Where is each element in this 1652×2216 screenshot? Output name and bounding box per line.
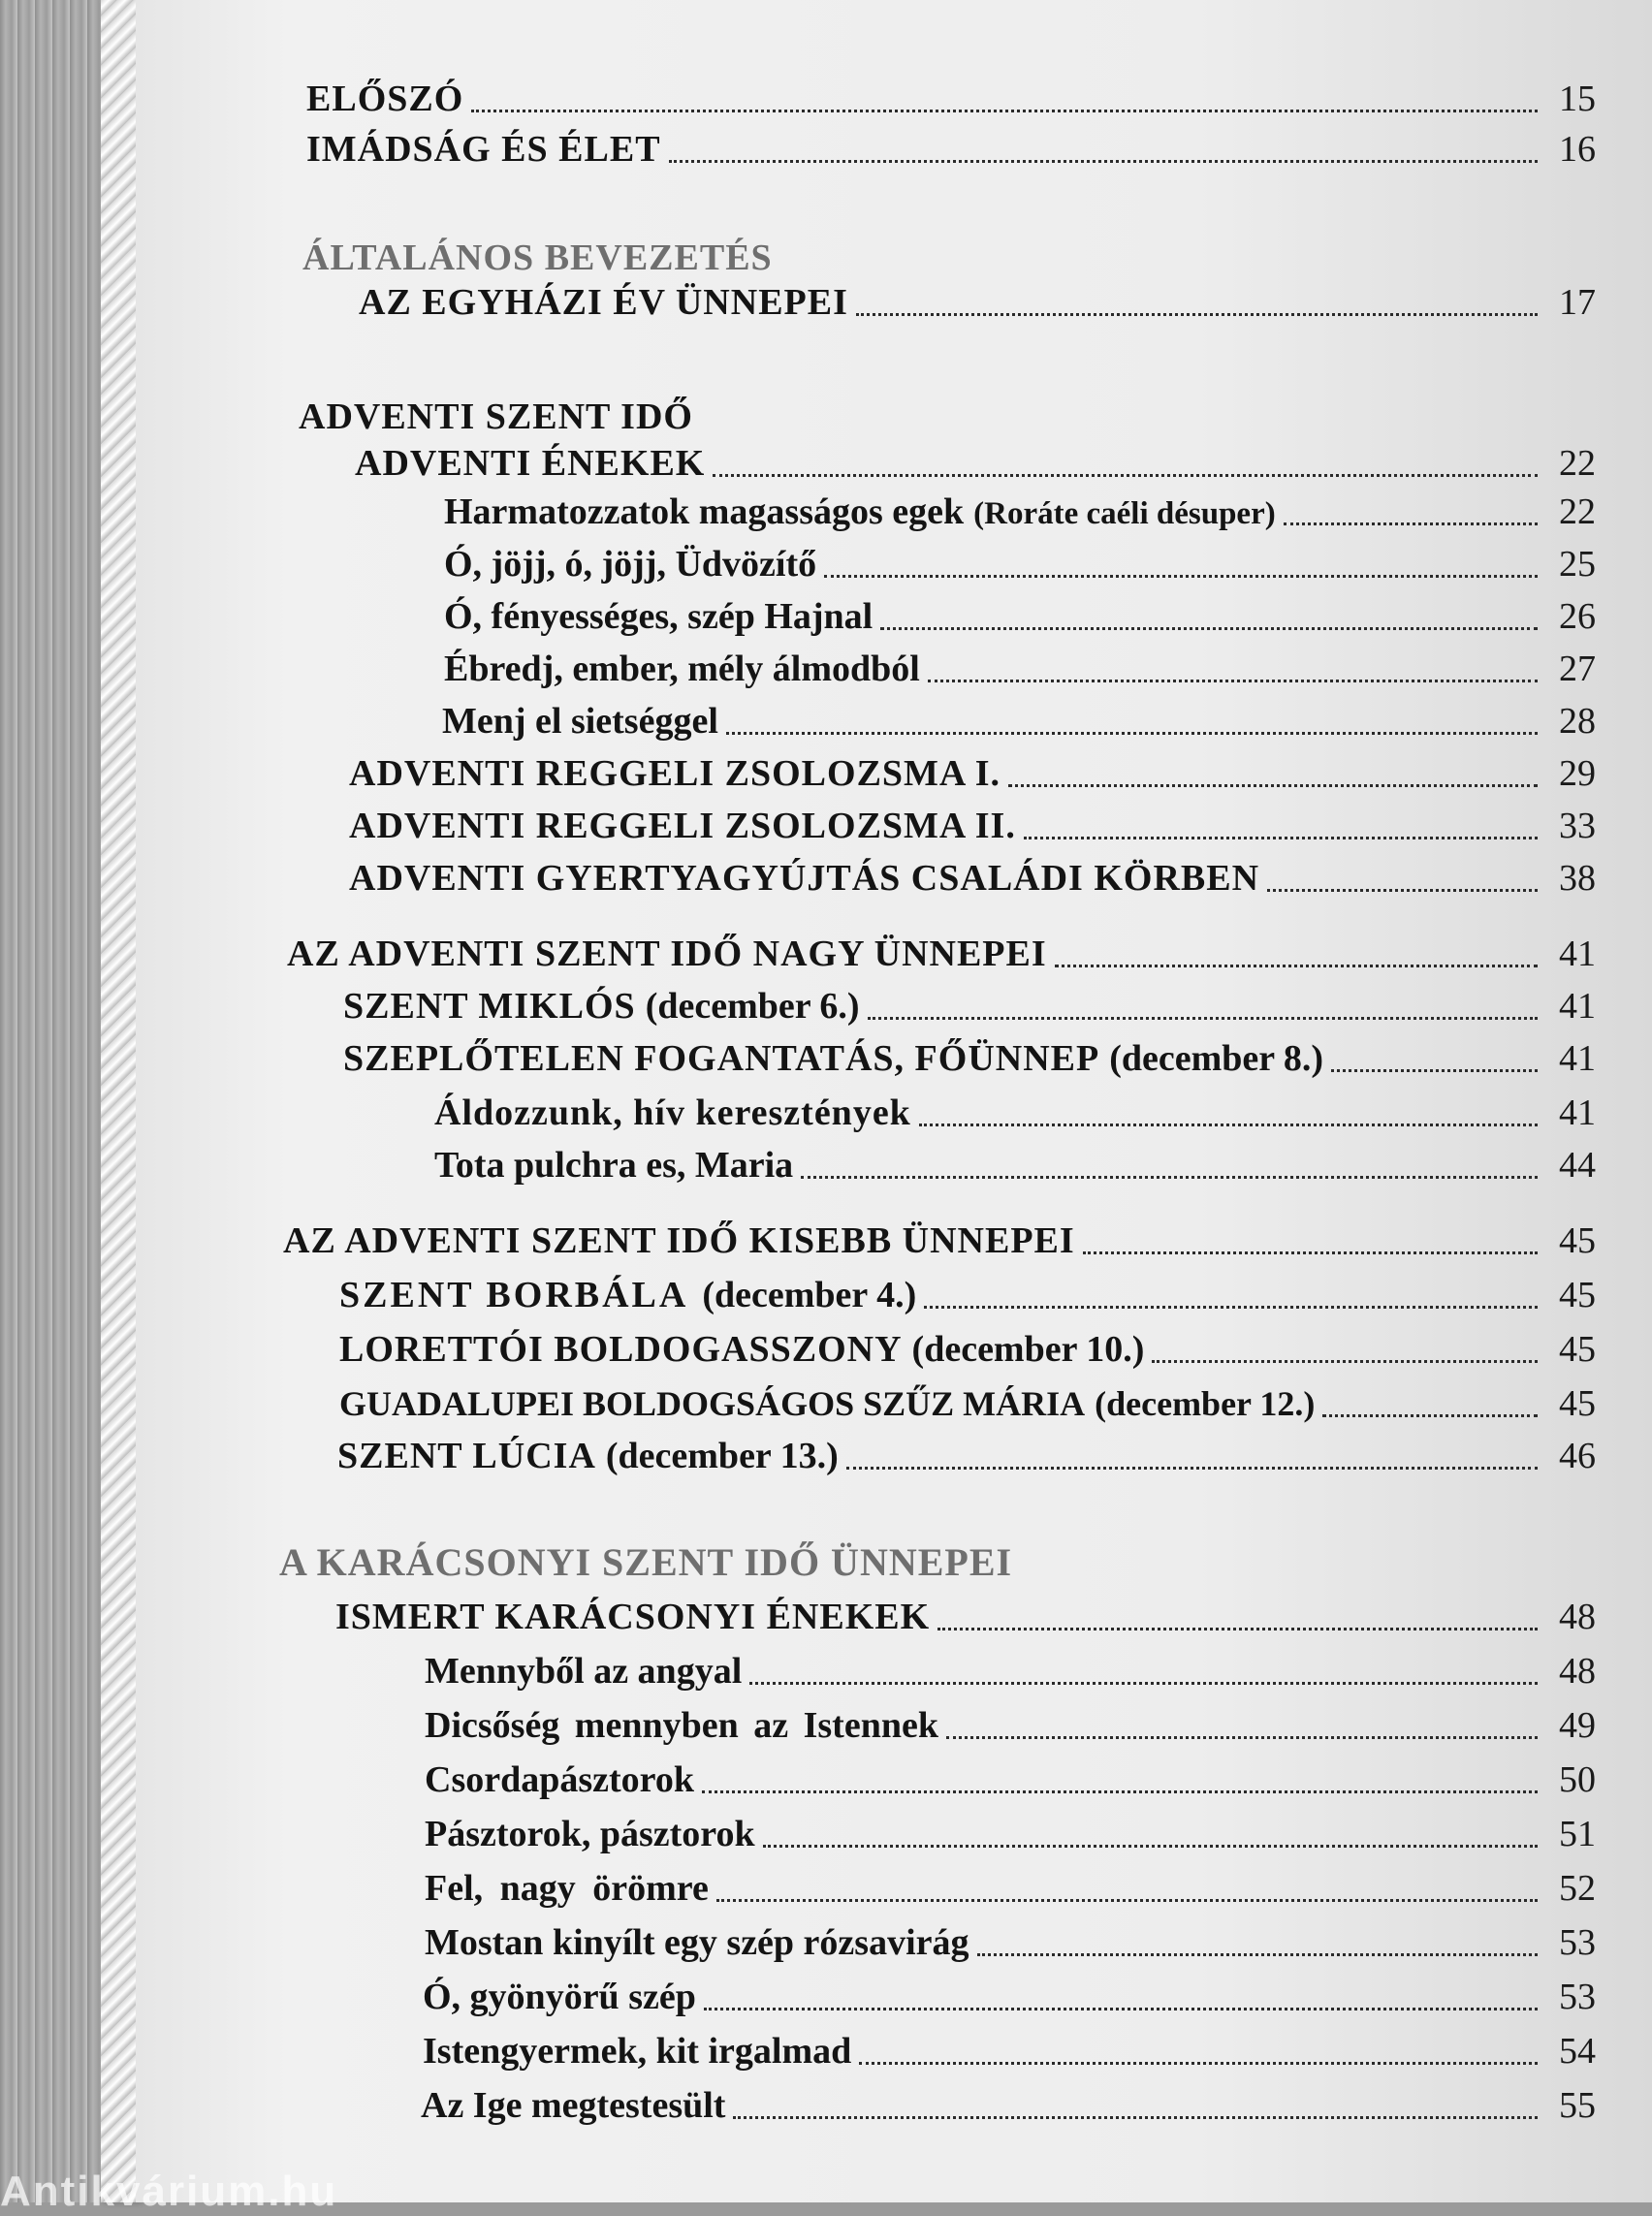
page-number: 41 bbox=[1559, 986, 1596, 1027]
toc-entry-reggeli-1 bbox=[349, 752, 1596, 795]
dot-leader bbox=[713, 474, 1538, 477]
toc-entry-imadsag bbox=[306, 128, 1596, 171]
toc-entry-harmatozzatok bbox=[444, 491, 1596, 533]
page-number: 45 bbox=[1559, 1220, 1596, 1261]
entry-subtitle: (december 4.) bbox=[702, 1275, 917, 1315]
entry-title: Mennyből az angyal bbox=[425, 1651, 743, 1692]
dot-leader bbox=[928, 680, 1538, 682]
page-number: 48 bbox=[1559, 1597, 1596, 1637]
dot-leader bbox=[801, 1176, 1538, 1179]
dot-leader bbox=[856, 313, 1538, 316]
toc-entry-ebredj bbox=[444, 648, 1596, 690]
dot-leader bbox=[846, 1467, 1538, 1470]
page-number: 25 bbox=[1559, 544, 1596, 585]
entry-title: Menj el sietséggel bbox=[442, 701, 718, 742]
entry-title: Ó, gyönyörű szép bbox=[423, 1977, 696, 2017]
entry-title: GUADALUPEI BOLDOGSÁGOS SZŰZ MÁRIA bbox=[339, 1384, 1086, 1423]
watermark: Antikvárium.hu bbox=[0, 2168, 338, 2215]
dot-leader bbox=[1055, 965, 1538, 967]
page-number: 46 bbox=[1559, 1436, 1596, 1476]
toc-entry-csordapasztorok bbox=[425, 1758, 1596, 1801]
toc-entry-pasztorok bbox=[425, 1813, 1596, 1855]
dot-leader bbox=[749, 1682, 1538, 1685]
dot-leader bbox=[1024, 837, 1538, 839]
entry-title: AZ ADVENTI SZENT IDŐ KISEBB ÜNNEPEI bbox=[283, 1220, 1075, 1261]
entry-title: Az Ige megtestesült bbox=[421, 2085, 726, 2126]
entry-subtitle: (december 8.) bbox=[1109, 1038, 1324, 1079]
toc-entry-az-ige bbox=[421, 2084, 1596, 2127]
entry-title: Ó, fényességes, szép Hajnal bbox=[444, 596, 874, 637]
toc-entry-gyertyagyujtas bbox=[349, 857, 1596, 900]
page-number: 44 bbox=[1559, 1145, 1596, 1186]
toc-entry-szeplotelen bbox=[343, 1037, 1596, 1080]
page-number: 45 bbox=[1559, 1329, 1596, 1370]
toc-entry-ismert-karacsonyi bbox=[335, 1596, 1596, 1638]
page-number: 38 bbox=[1559, 858, 1596, 899]
dot-leader bbox=[733, 2116, 1538, 2119]
toc-entry-szent-miklos bbox=[343, 985, 1596, 1028]
dot-leader bbox=[924, 1306, 1538, 1309]
dot-leader bbox=[1267, 889, 1538, 892]
dot-leader bbox=[1152, 1360, 1538, 1363]
toc-entry-mennybol bbox=[425, 1650, 1596, 1693]
page-number: 33 bbox=[1559, 806, 1596, 846]
page-edge bbox=[101, 0, 140, 2202]
entry-title: Harmatozzatok magasságos egek bbox=[444, 491, 965, 532]
toc-entry-istengyermek bbox=[423, 2030, 1596, 2073]
entry-title: ADVENTI REGGELI ZSOLOZSMA I. bbox=[349, 753, 1001, 794]
entry-title: Ébredj, ember, mély álmodból bbox=[444, 649, 920, 689]
toc-entry-fel-nagy-oromre bbox=[425, 1867, 1596, 1910]
dot-leader bbox=[1083, 1251, 1538, 1254]
entry-title: AZ EGYHÁZI ÉV ÜNNEPEI bbox=[359, 282, 848, 323]
toc-entry-kisebb-unnepei bbox=[283, 1219, 1596, 1262]
section-heading-adventi: ADVENTI SZENT IDŐ bbox=[299, 396, 693, 437]
entry-subtitle: (december 13.) bbox=[605, 1436, 839, 1476]
dot-leader bbox=[1008, 784, 1538, 787]
entry-subtitle: (december 12.) bbox=[1095, 1384, 1316, 1423]
page-number: 29 bbox=[1559, 753, 1596, 794]
dot-leader bbox=[471, 110, 1538, 112]
page-number: 53 bbox=[1559, 1977, 1596, 2017]
dot-leader bbox=[937, 1628, 1538, 1630]
dot-leader bbox=[1322, 1414, 1538, 1417]
dot-leader bbox=[702, 1790, 1538, 1793]
toc-entry-menj-el bbox=[442, 700, 1596, 743]
toc-entry-o-fenyesseges bbox=[444, 595, 1596, 638]
entry-title: Pásztorok, pásztorok bbox=[425, 1814, 755, 1854]
entry-subtitle: (december 10.) bbox=[911, 1329, 1145, 1370]
entry-title: Csordapásztorok bbox=[425, 1759, 694, 1800]
dot-leader bbox=[919, 1124, 1538, 1126]
toc-entry-guadalupei bbox=[339, 1382, 1596, 1425]
toc-entry-lorettoi bbox=[339, 1328, 1596, 1371]
toc-entry-egyhazi-ev bbox=[359, 281, 1596, 324]
entry-title: SZENT MIKLÓS bbox=[343, 986, 636, 1027]
section-heading-karacsonyi: A KARÁCSONYI SZENT IDŐ ÜNNEPEI bbox=[279, 1540, 1013, 1584]
toc-entry-eloszo bbox=[306, 78, 1596, 120]
entry-title: ELŐSZÓ bbox=[306, 79, 464, 119]
toc-entry-adventi-enekek bbox=[355, 442, 1596, 485]
page-number: 45 bbox=[1559, 1383, 1596, 1424]
entry-title: Fel, nagy örömre bbox=[425, 1868, 709, 1909]
page-number: 28 bbox=[1559, 701, 1596, 742]
toc-entry-szent-lucia bbox=[337, 1435, 1596, 1477]
entry-title: IMÁDSÁG ÉS ÉLET bbox=[306, 129, 661, 170]
page-number: 16 bbox=[1559, 129, 1596, 170]
page-number: 15 bbox=[1559, 79, 1596, 119]
dot-leader bbox=[1284, 522, 1538, 525]
toc-entry-o-jojj bbox=[444, 543, 1596, 586]
entry-title: SZEPLŐTELEN FOGANTATÁS, FŐÜNNEP bbox=[343, 1038, 1100, 1079]
entry-title: ISMERT KARÁCSONYI ÉNEKEK bbox=[335, 1597, 931, 1637]
dot-leader bbox=[946, 1736, 1538, 1739]
page-number: 54 bbox=[1559, 2031, 1596, 2072]
page-number: 22 bbox=[1559, 491, 1596, 532]
dot-leader bbox=[824, 575, 1538, 578]
page-number: 41 bbox=[1559, 934, 1596, 974]
entry-title: AZ ADVENTI SZENT IDŐ NAGY ÜNNEPEI bbox=[287, 934, 1047, 974]
entry-title: Ó, jöjj, ó, jöjj, Üdvözítő bbox=[444, 544, 817, 585]
dot-leader bbox=[868, 1017, 1538, 1020]
toc-entry-mostan-kinyilt bbox=[425, 1921, 1596, 1964]
entry-title: ADVENTI ÉNEKEK bbox=[355, 443, 706, 484]
page-number: 48 bbox=[1559, 1651, 1596, 1692]
page-number: 52 bbox=[1559, 1868, 1596, 1909]
entry-title: Tota pulchra es, Maria bbox=[434, 1145, 794, 1186]
entry-title: Mostan kinyílt egy szép rózsavirág bbox=[425, 1922, 969, 1963]
entry-subtitle: (Roráte caéli désuper) bbox=[973, 496, 1276, 531]
page-number: 41 bbox=[1559, 1092, 1596, 1133]
toc-entry-nagy-unnepei bbox=[287, 933, 1596, 975]
dot-leader bbox=[763, 1845, 1538, 1848]
dot-leader bbox=[669, 160, 1538, 163]
page-number: 27 bbox=[1559, 649, 1596, 689]
background-left bbox=[0, 0, 109, 2202]
toc-entry-o-gyonyoru bbox=[423, 1976, 1596, 2018]
page-number: 26 bbox=[1559, 596, 1596, 637]
page-number: 45 bbox=[1559, 1275, 1596, 1315]
entry-title: SZENT LÚCIA bbox=[337, 1436, 596, 1476]
dot-leader bbox=[726, 732, 1538, 735]
page-number: 17 bbox=[1559, 282, 1596, 323]
section-heading-altalanos: ÁLTALÁNOS BEVEZETÉS bbox=[302, 237, 773, 278]
entry-title: ADVENTI REGGELI ZSOLOZSMA II. bbox=[349, 806, 1016, 846]
entry-title: SZENT BORBÁLA bbox=[339, 1275, 689, 1315]
page-number: 50 bbox=[1559, 1759, 1596, 1800]
dot-leader bbox=[977, 1953, 1538, 1956]
page-number: 53 bbox=[1559, 1922, 1596, 1963]
page-number: 55 bbox=[1559, 2085, 1596, 2126]
entry-subtitle: (december 6.) bbox=[645, 986, 860, 1027]
dot-leader bbox=[704, 2008, 1538, 2010]
page-number: 22 bbox=[1559, 443, 1596, 484]
entry-title: Istengyermek, kit irgalmad bbox=[423, 2031, 852, 2072]
toc-entry-dicsoseg bbox=[425, 1704, 1596, 1747]
dot-leader bbox=[859, 2062, 1538, 2065]
page-number: 49 bbox=[1559, 1705, 1596, 1746]
entry-title: LORETTÓI BOLDOGASSZONY bbox=[339, 1329, 903, 1370]
page-number: 51 bbox=[1559, 1814, 1596, 1854]
dot-leader bbox=[716, 1899, 1538, 1902]
dot-leader bbox=[880, 627, 1538, 630]
entry-title: Dicsőség mennyben az Istennek bbox=[425, 1705, 938, 1746]
dot-leader bbox=[1331, 1069, 1538, 1072]
toc-entry-aldozzunk bbox=[434, 1092, 1596, 1134]
page-number: 41 bbox=[1559, 1038, 1596, 1079]
toc-entry-szent-borbala bbox=[339, 1274, 1596, 1316]
toc-entry-tota-pulchra bbox=[434, 1144, 1596, 1187]
entry-title: ADVENTI GYERTYAGYÚJTÁS CSALÁDI KÖRBEN bbox=[349, 858, 1260, 899]
entry-title: Áldozzunk, hív keresztények bbox=[434, 1092, 911, 1133]
toc-entry-reggeli-2 bbox=[349, 805, 1596, 847]
